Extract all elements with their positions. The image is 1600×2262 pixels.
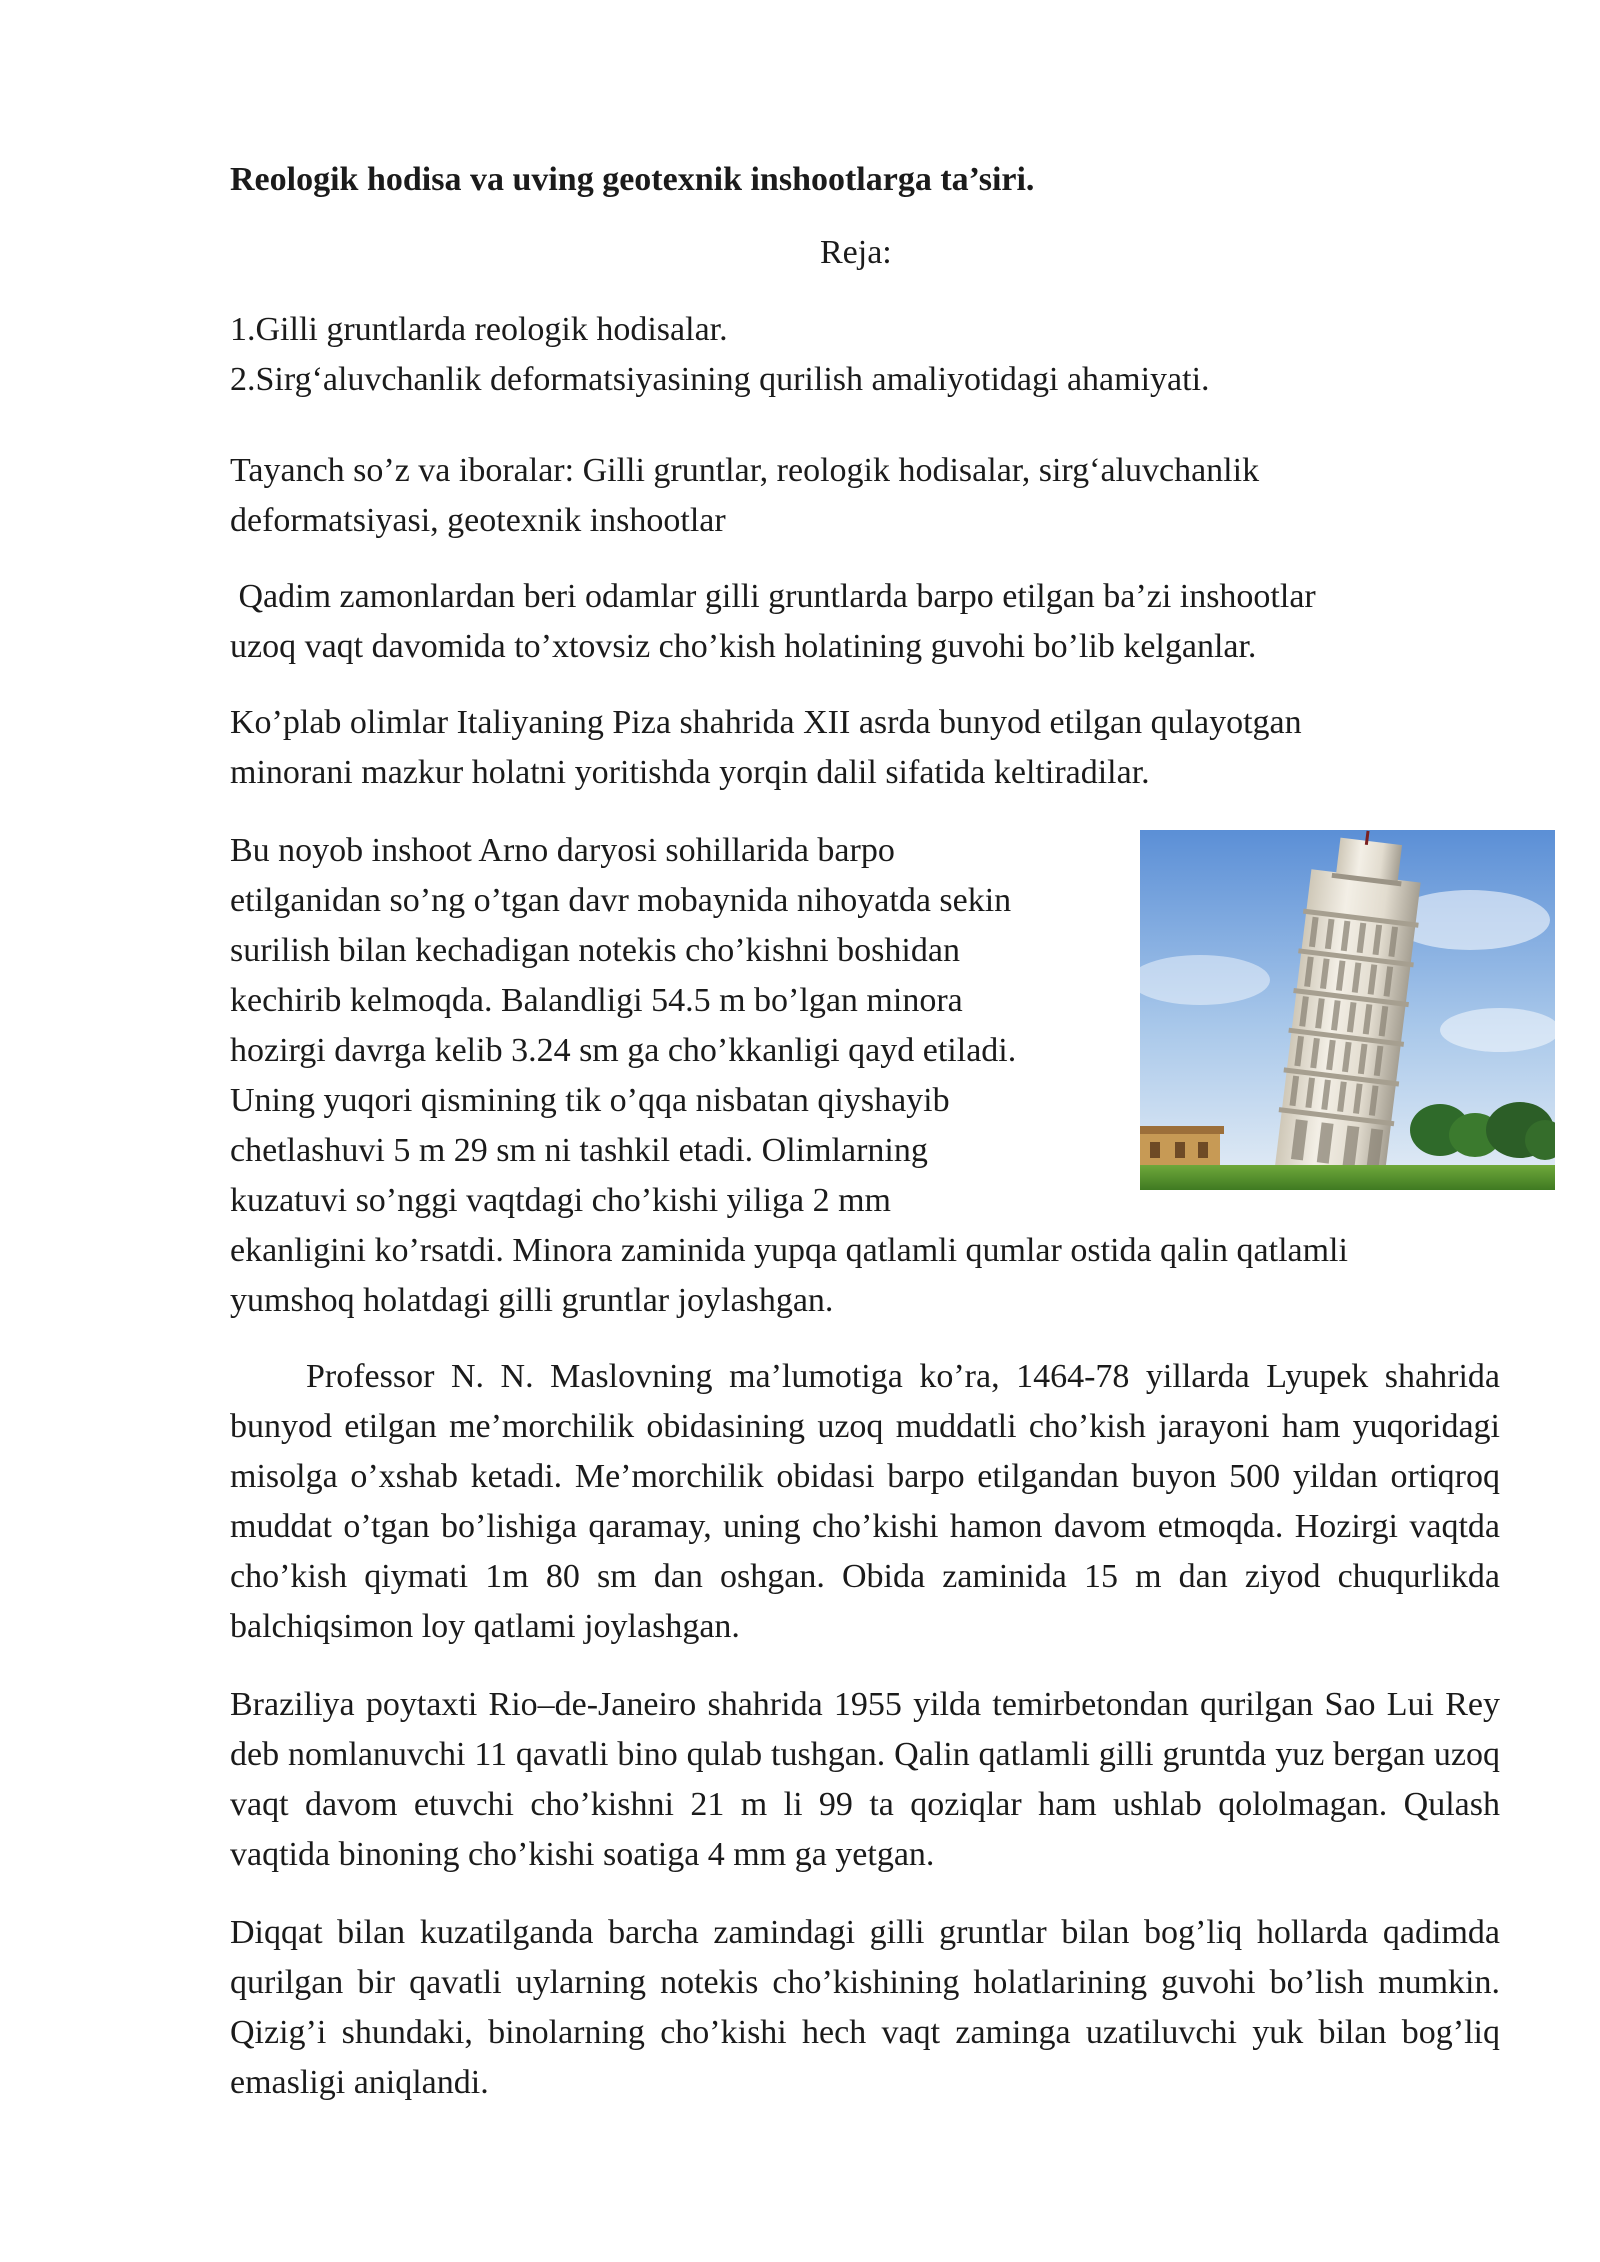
paragraph-line: etilganidan so’ng o’tgan davr mobaynida nihoyatda sekin <box>230 882 1012 919</box>
paragraph-line: ekanligini ko’rsatdi. Minora zaminida yupqa qatlamli qumlar ostida qalin qatlamli <box>230 1232 1348 1269</box>
paragraph-line: Uning yuqori qismining tik o’qqa nisbatan qiyshayib <box>230 1082 950 1119</box>
paragraph-line: hozirgi davrga kelib 3.24 sm ga cho’kkanligi qayd etiladi. <box>230 1032 1017 1069</box>
paragraph-line: chetlashuvi 5 m 29 sm ni tashkil etadi. Olimlarning <box>230 1132 928 1169</box>
paragraph-pisa <box>230 698 1500 798</box>
keywords-paragraph <box>230 446 1500 546</box>
paragraph-line: minorani mazkur holatni yoritishda yorqin dalil sifatida keltiradilar. <box>230 754 1150 791</box>
plan-list <box>230 305 1500 405</box>
paragraph-line: Qadim zamonlardan beri odamlar gilli gruntlarda barpo etilgan ba’zi inshootlar <box>230 578 1316 615</box>
keywords-line: deformatsiyasi, geotexnik inshootlar <box>230 502 726 539</box>
paragraph-line: surilish bilan kechadigan notekis cho’kishni boshidan <box>230 932 960 969</box>
paragraph-line: yumshoq holatdagi gilli gruntlar joylashgan. <box>230 1282 834 1319</box>
leaning-tower-image <box>1140 830 1555 1190</box>
plan-heading: Reja: <box>820 234 892 271</box>
plan-item: 2.Sirg‘aluvchanlik deformatsiyasining qurilish amaliyotidagi ahamiyati. <box>230 361 1210 398</box>
keywords-line: Tayanch so’z va iboralar: Gilli gruntlar, reologik hodisalar, sirg‘aluvchanlik <box>230 452 1260 489</box>
paragraph-line: kuzatuvi so’nggi vaqtdagi cho’kishi yiliga 2 mm <box>230 1182 892 1219</box>
paragraph-line: kechirib kelmoqda. Balandligi 54.5 m bo’lgan minora <box>230 982 963 1019</box>
paragraph-maslov <box>230 1352 1500 1652</box>
paragraph-conclusion: Diqqat bilan kuzatilganda barcha zamindagi gilli gruntlar bilan bog’liq hollarda qadimda qurilgan bir qavatli uylarning notekis cho’kishining holatlarining guvohi bo’lish mumkin. Qizig’i shundaki, binolarning cho’kishi hech vaqt zaminga uzatiluvchi yuk bilan bog’liq emasligi aniqlandi. <box>230 1914 1500 2101</box>
paragraph-text: Professor N. N. Maslovning ma’lumotiga ko’ra, 1464-78 yillarda Lyupek shahrida bunyod etilgan me’morchilik obidasining uzoq muddatli cho’kish jarayoni ham yuqoridagi misolga o’xshab ketadi. Me’morchilik obidasi barpo etilgandan buyon 500 yildan ortiqroq muddat o’tgan bo’lishiga qaramay, uning cho’kishi hamon davom etmoqda. Hozirgi vaqtda cho’kish qiymati 1m 80 sm dan oshgan. Obida zaminida 15 m dan ziyod chuqurlikda balchiqsimon loy qatlami joylashgan. <box>230 1358 1500 1645</box>
paragraph-line: Bu noyob inshoot Arno daryosi sohillarida barpo <box>230 832 895 869</box>
paragraph-line: uzoq vaqt davomida to’xtovsiz cho’kish holatining guvohi bo’lib kelganlar. <box>230 628 1257 665</box>
plan-item: 1.Gilli gruntlarda reologik hodisalar. <box>230 311 728 348</box>
document-title: Reologik hodisa va uving geotexnik inshootlarga ta’siri. <box>230 161 1035 198</box>
paragraph-line: Ko’plab olimlar Italiyaning Piza shahrida XII asrda bunyod etilgan qulayotgan <box>230 704 1302 741</box>
paragraph-brazil: Braziliya poytaxti Rio–de-Janeiro shahrida 1955 yilda temirbetondan qurilgan Sao Lui Rey deb nomlanuvchi 11 qavatli bino qulab tushgan. Qalin qatlamli gilli gruntda yuz bergan uzoq vaqt davom etuvchi cho’kishni 21 m li 99 ta qoziqlar ham ushlab qololmagan. Qulash vaqtida binoning cho’kishi soatiga 4 mm ga yetgan. <box>230 1686 1500 1873</box>
paragraph-intro <box>230 572 1500 672</box>
